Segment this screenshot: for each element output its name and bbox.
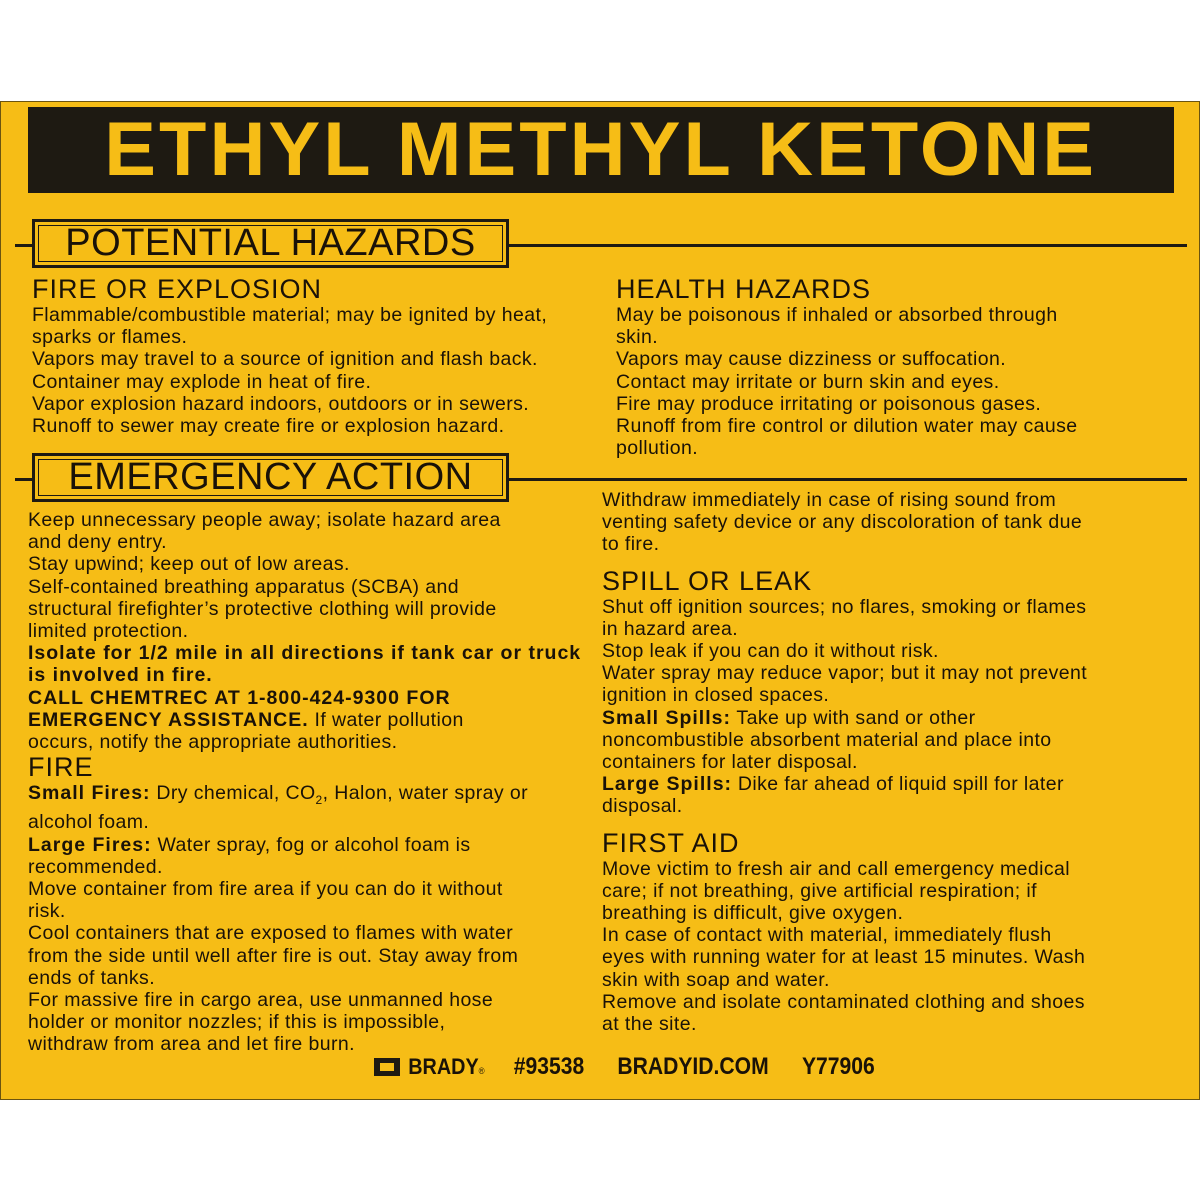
isolate-warning: Isolate for 1/2 mile in all directions if tank car or truck bbox=[28, 642, 582, 665]
part-number: #93538 bbox=[513, 1053, 585, 1080]
brand-text: BRADY bbox=[408, 1054, 479, 1079]
health-hazards-block bbox=[616, 274, 1176, 459]
text-line-bold bbox=[28, 664, 588, 686]
text-line: breathing is difficult, give oxygen. bbox=[602, 902, 904, 925]
emergency-right-block bbox=[602, 489, 1182, 1035]
text-line: Runoff to sewer may create fire or explosion hazard. bbox=[32, 415, 505, 438]
text-fragment: Dike far ahead of liquid spill for later bbox=[732, 773, 1064, 796]
text-line: occurs, notify the appropriate authorities. bbox=[28, 731, 398, 754]
text-line: Container may explode in heat of fire. bbox=[32, 370, 372, 393]
text-line: at the site. bbox=[602, 1013, 697, 1036]
text-line: ends of tanks. bbox=[28, 966, 156, 989]
heading-fire: FIRE bbox=[28, 752, 94, 783]
text-line bbox=[28, 709, 588, 731]
text-line: Stay upwind; keep out of low areas. bbox=[28, 553, 350, 576]
section-header-box bbox=[32, 453, 509, 502]
text-line: Remove and isolate contaminated clothing and shoes bbox=[602, 990, 1085, 1013]
text-line: to fire. bbox=[602, 533, 660, 556]
text-line: Vapors may travel to a source of ignition and flash back. bbox=[32, 348, 538, 371]
text-line: In case of contact with material, immediately flush bbox=[602, 924, 1052, 947]
section-header-box bbox=[32, 219, 509, 268]
title-bar bbox=[28, 107, 1174, 193]
text-line: Stop leak if you can do it without risk. bbox=[602, 640, 939, 663]
divider-line bbox=[15, 244, 33, 247]
text-line: limited protection. bbox=[28, 620, 189, 643]
text-line: Vapor explosion hazard indoors, outdoors or in sewers. bbox=[32, 392, 530, 415]
text-line: noncombustible absorbent material and place into bbox=[602, 728, 1052, 751]
brand-name bbox=[408, 1054, 484, 1080]
text-line: May be poisonous if inhaled or absorbed through bbox=[616, 304, 1058, 326]
text-line: from the side until well after fire is out. Stay away from bbox=[28, 944, 519, 967]
text-line: Fire may produce irritating or poisonous gases. bbox=[616, 392, 1042, 415]
text-line bbox=[602, 707, 1182, 729]
text-fragment: Dry chemical, CO bbox=[150, 782, 316, 805]
text-line-bold bbox=[28, 687, 588, 709]
text-line: pollution. bbox=[616, 437, 699, 460]
small-spills-label: Small Spills: bbox=[602, 706, 731, 729]
brady-logo-icon bbox=[374, 1058, 400, 1076]
text-line: Flammable/combustible material; may be ignited by heat, bbox=[32, 304, 548, 326]
isolate-warning: is involved in fire. bbox=[28, 664, 213, 687]
text-line-bold bbox=[28, 642, 588, 664]
heading-health-hazards: HEALTH HAZARDS bbox=[616, 274, 872, 304]
subscript: 2 bbox=[315, 793, 323, 808]
text-fragment: , Halon, water spray or bbox=[322, 782, 528, 805]
text-fragment: Take up with sand or other bbox=[730, 706, 976, 729]
text-line: skin. bbox=[616, 326, 659, 349]
small-fires-label: Small Fires: bbox=[28, 782, 151, 805]
text-line: Contact may irritate or burn skin and eyes. bbox=[616, 370, 1000, 393]
large-spills-label: Large Spills: bbox=[602, 773, 733, 796]
website: BRADYID.COM bbox=[617, 1053, 769, 1080]
text-fragment: Water spray, fog or alcohol foam is bbox=[151, 833, 471, 856]
text-line: withdraw from area and let fire burn. bbox=[28, 1033, 355, 1056]
text-line: in hazard area. bbox=[602, 617, 739, 640]
text-line: Vapors may cause dizziness or suffocation. bbox=[616, 348, 1007, 371]
heading-first-aid: FIRST AID bbox=[602, 827, 740, 858]
text-line: Move container from fire area if you can do it without bbox=[28, 877, 503, 900]
registered-mark: ® bbox=[478, 1066, 485, 1076]
chemical-name: ETHYL METHYL KETONE bbox=[104, 107, 1098, 192]
section-emergency-action: EMERGENCY ACTION bbox=[38, 459, 503, 496]
text-line: structural firefighter’s protective clothing will provide bbox=[28, 597, 497, 620]
text-line: care; if not breathing, give artificial respiration; if bbox=[602, 879, 1037, 902]
text-line: Keep unnecessary people away; isolate hazard area bbox=[28, 509, 501, 531]
text-line: containers for later disposal. bbox=[602, 751, 858, 774]
text-line: risk. bbox=[28, 900, 66, 923]
emergency-left-block bbox=[28, 509, 588, 1056]
divider-line bbox=[507, 244, 1187, 247]
divider-line bbox=[15, 478, 33, 481]
text-line: ignition in closed spaces. bbox=[602, 684, 830, 707]
heading-fire-explosion: FIRE OR EXPLOSION bbox=[32, 274, 323, 304]
text-line: Move victim to fresh air and call emergency medical bbox=[602, 857, 1070, 880]
text-line: disposal. bbox=[602, 795, 683, 818]
footer bbox=[374, 1053, 898, 1081]
text-fragment: If water pollution bbox=[308, 708, 464, 731]
section-potential-hazards: POTENTIAL HAZARDS bbox=[38, 225, 503, 262]
product-code: Y77906 bbox=[801, 1053, 875, 1080]
text-line: and deny entry. bbox=[28, 531, 167, 554]
text-line: For massive fire in cargo area, use unmanned hose bbox=[28, 988, 494, 1011]
fire-explosion-block bbox=[32, 274, 592, 437]
text-line: Withdraw immediately in case of rising sound from bbox=[602, 489, 1057, 511]
text-line: Water spray may reduce vapor; but it may not prevent bbox=[602, 662, 1088, 685]
large-fires-label: Large Fires: bbox=[28, 833, 152, 856]
text-line: holder or monitor nozzles; if this is impossible, bbox=[28, 1011, 446, 1034]
text-line: eyes with running water for at least 15 minutes. Wash bbox=[602, 946, 1086, 969]
text-line bbox=[28, 834, 588, 856]
text-line: Self-contained breathing apparatus (SCBA) and bbox=[28, 575, 460, 598]
text-line bbox=[602, 773, 1182, 795]
text-line: Shut off ignition sources; no flares, smoking or flames bbox=[602, 595, 1087, 618]
text-line: skin with soap and water. bbox=[602, 968, 830, 991]
text-line: Cool containers that are exposed to flames with water bbox=[28, 922, 514, 945]
text-line bbox=[28, 782, 588, 811]
safety-label bbox=[0, 101, 1200, 1100]
text-line: alcohol foam. bbox=[28, 811, 150, 834]
heading-spill-leak: SPILL OR LEAK bbox=[602, 565, 813, 596]
text-line: recommended. bbox=[28, 855, 163, 878]
text-line: venting safety device or any discoloration of tank due bbox=[602, 511, 1083, 534]
text-line: Runoff from fire control or dilution water may cause bbox=[616, 415, 1078, 438]
text-line: sparks or flames. bbox=[32, 326, 188, 349]
chemtrec-phone: CALL CHEMTREC AT 1-800-424-9300 FOR bbox=[28, 686, 451, 709]
divider-line bbox=[507, 478, 1187, 481]
chemtrec-assistance: EMERGENCY ASSISTANCE. bbox=[28, 708, 309, 731]
